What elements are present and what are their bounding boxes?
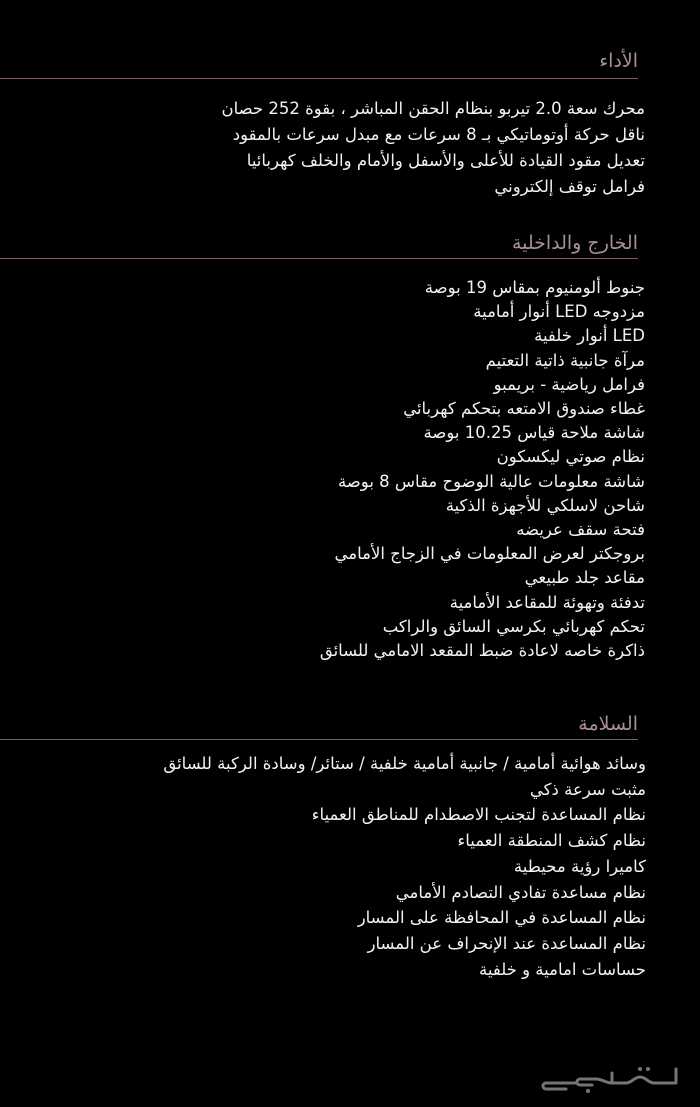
list-item: شاشة ملاحة قياس 10.25 بوصة	[423, 423, 645, 443]
exterior-interior-list	[320, 276, 645, 663]
list-item: مقاعد جلد طبيعي	[524, 568, 645, 588]
list-item: شاشة معلومات عالية الوضوح مقاس 8 بوصة	[337, 471, 645, 491]
performance-divider	[0, 78, 638, 79]
list-item: غطاء صندوق الامتعه بتحكم كهربائي	[403, 399, 645, 419]
exterior-interior-title: الخارج والداخلية	[511, 232, 638, 254]
list-item: فرامل توقف إلكتروني	[494, 177, 645, 196]
list-item: شاحن لاسلكي للأجهزة الذكية	[445, 495, 645, 515]
list-item: جنوط ألومنيوم بمقاس 19 بوصة	[424, 278, 645, 297]
list-item: تدفئة وتهوئة للمقاعد الأمامية	[449, 592, 645, 612]
list-item: نظام كشف المنطقة العمياء	[457, 831, 646, 851]
list-item: تعديل مقود القيادة للأعلى والأسفل والأمام والخلف كهربائيا	[246, 151, 645, 170]
list-item: نظام المساعدة في المحافظة على المسار	[357, 908, 646, 928]
list-item: مثبت سرعة ذكي	[529, 779, 646, 799]
performance-list	[221, 96, 645, 200]
list-item: مرآة جانبية ذاتية التعتيم	[485, 350, 645, 370]
safety-list	[163, 751, 646, 982]
list-item: نظام المساعدة لتجنب الاصطدام للمناطق العمياء	[311, 805, 646, 825]
list-item: تحكم كهربائي بكرسي السائق والراكب	[382, 616, 645, 636]
list-item: كاميرا رؤية محيطية	[513, 856, 646, 876]
haraj-watermark-logo	[536, 1059, 686, 1099]
list-item: LED أنوار خلفية	[534, 326, 645, 346]
list-item: وسائد هوائية أمامية / جانبية أمامية خلفية / ستائر/ وسادة الركبة للسائق	[163, 754, 646, 773]
list-item: مزدوجه LED أنوار أمامية	[473, 302, 645, 322]
list-item: نظام المساعدة عند الإنحراف عن المسار	[367, 933, 646, 953]
list-item: ناقل حركة أوتوماتيكي بـ 8 سرعات مع مبدل سرعات بالمقود	[232, 125, 645, 144]
list-item: فرامل رياضية - بريمبو	[493, 374, 645, 394]
list-item: محرك سعة 2.0 تيربو بنظام الحقن المباشر ، بقوة 252 حصان	[221, 99, 645, 118]
exterior-interior-divider	[0, 258, 638, 259]
performance-title: الأداء	[599, 50, 638, 72]
safety-divider	[0, 739, 638, 740]
list-item: بروجكتر لعرض المعلومات في الزجاج الأمامي	[334, 544, 645, 564]
list-item: نظام صوتي ليكسكون	[496, 447, 645, 467]
list-item: نظام مساعدة تفادي التصادم الأمامي	[395, 882, 646, 902]
list-item: ذاكرة خاصه لاعادة ضبط المقعد الامامي للسائق	[319, 641, 645, 661]
list-item: فتحة سقف عريضه	[516, 520, 645, 540]
safety-title: السلامة	[578, 713, 638, 735]
list-item: حساسات امامية و خلفية	[479, 959, 646, 979]
